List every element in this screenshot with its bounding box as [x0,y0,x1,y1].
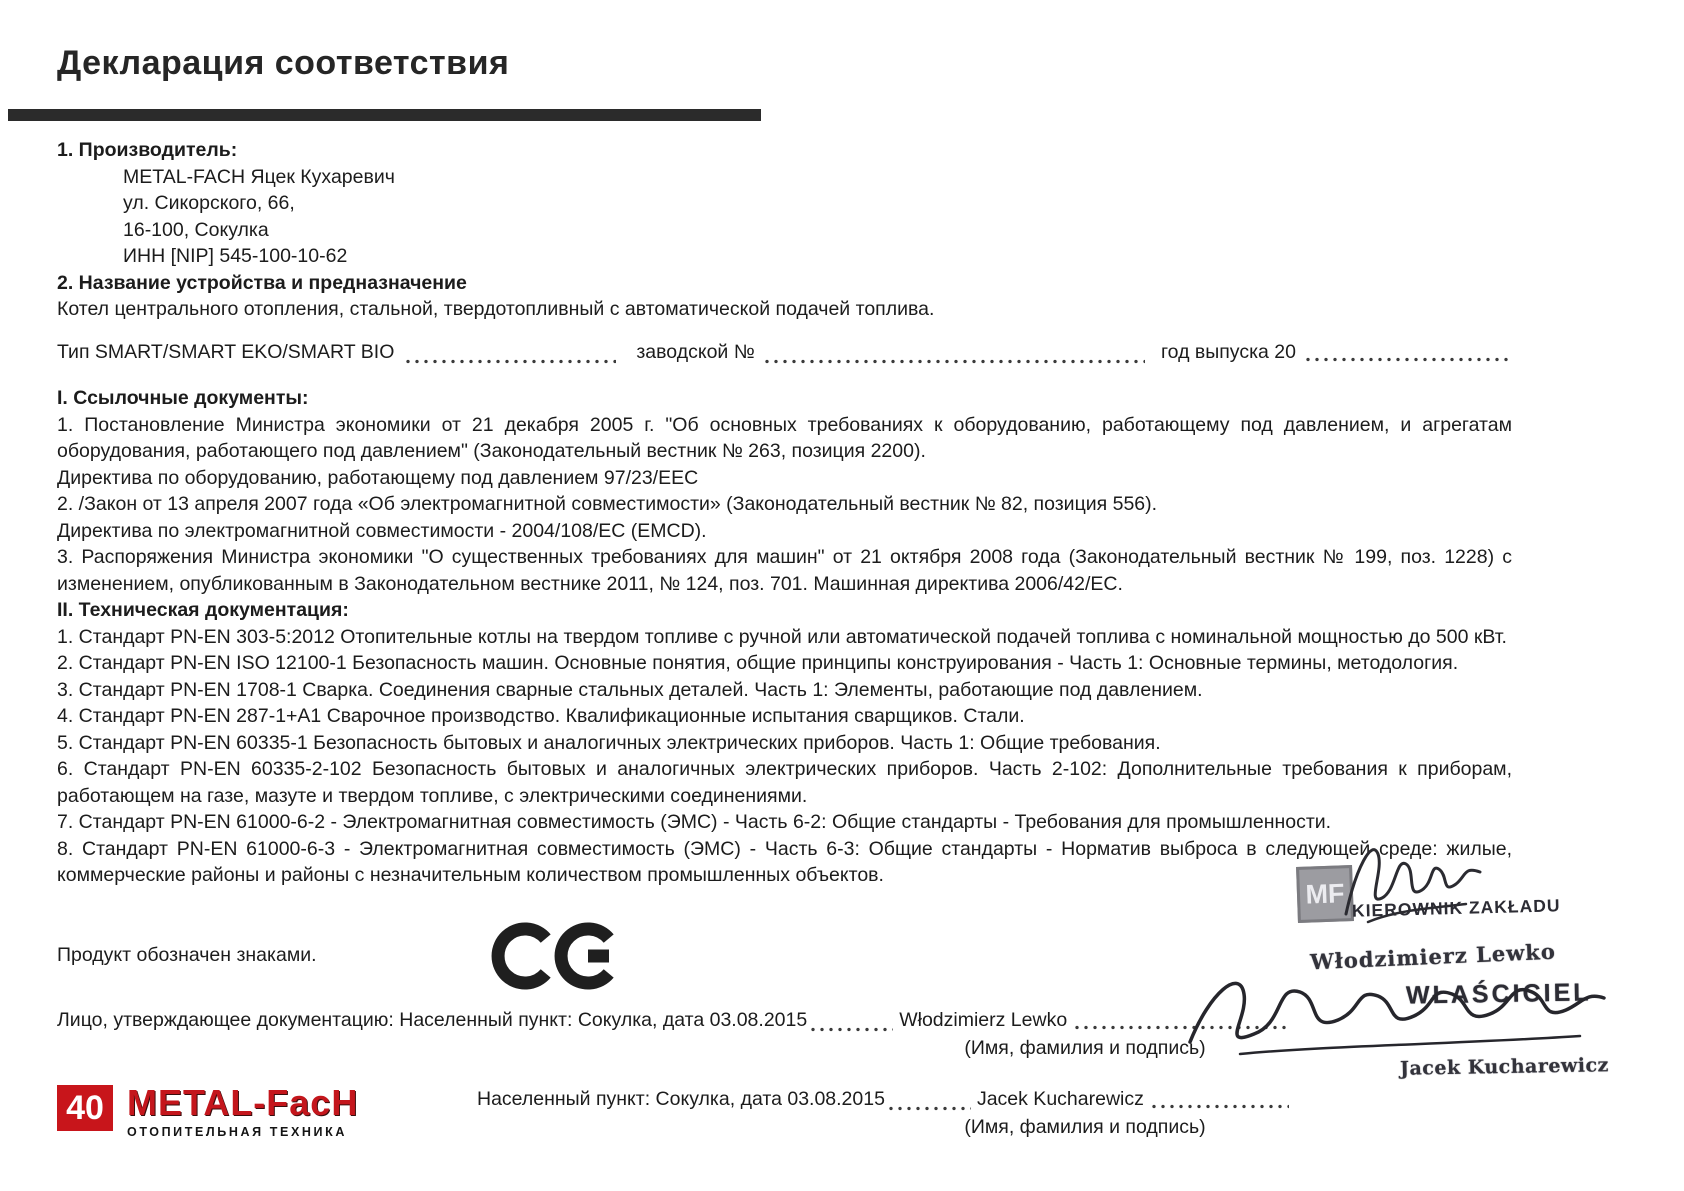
year-blank-field [1304,356,1512,363]
type-label: Тип SMART/SMART EKO/SMART BIO [57,340,395,363]
signature2-prefix: Населенный пункт: Сокулка, дата 03.08.2015 [477,1087,885,1110]
reference-doc-item: Директива по оборудованию, работающему под давлением 97/23/EEC [57,466,699,489]
reference-doc-item: 1. Постановление Министра экономики от 21 декабря 2005 г. "Об основных требованиях к оборудованию, работающему под давлением, и агрегатам оборудования, работающего под давлением" (Законодательный вестник № 263, позиция 2200). [57,413,1512,462]
year-label: год выпуска 20 [1160,340,1296,363]
reference-doc-item: 2. /Закон от 13 апреля 2007 года «Об электромагнитной совместимости» (Законодательный вестник № 82, позиция 556). [57,493,1158,515]
signature2-dots-left [887,1105,971,1112]
lewko-stamp-text: Włodzimierz Lewko [1309,938,1557,975]
signature2-caption: (Имя, фамилия и подпись) [964,1116,1206,1138]
manufacturer-heading: 1. Производитель: [57,139,238,161]
footer-brand-block [57,1082,359,1139]
title-rule [8,109,761,121]
technical-doc-item: 5. Стандарт PN-EN 60335-1 Безопасность бытовых и аналогичных электрических приборов. Часть 1: Общие требования. [57,731,1161,754]
manufacturer-address [57,164,1512,270]
reference-doc-item: Директива по электромагнитной совместимости - 2004/108/EC (EMCD). [57,519,707,542]
manufacturer-line: ИНН [NIP] 545-100-10-62 [123,245,348,267]
type-serial-year-row [57,339,1512,366]
page-title: Декларация соответствия [57,44,510,82]
kierownik-stamp-text: KIEROWNIK ZAKŁADU [1351,895,1561,921]
technical-doc-item: 6. Стандарт PN-EN 60335-2-102 Безопасность бытовых и аналогичных электрических приборов. Часть 2-102: Дополнительные требования к приборам, работающем на газе, мазуте и твердом топливе, с электрическими соединениями. [57,758,1512,807]
signature1-dots-left [809,1026,893,1033]
kucharewicz-stamp-text: Jacek Kucharewicz [1399,1054,1610,1080]
technical-doc-item: 8. Стандарт PN-EN 61000-6-3 - Электромагнитная совместимость (ЭМС) - Часть 6-3: Общие стандарты - Норматив выброса в следующей среде: жилые, коммерческие районы и районы с незначительным количеством промышленных объектов. [57,837,1512,886]
technical-doc-item: 3. Стандарт PN-EN 1708-1 Сварка. Соединения сварные стальных деталей. Часть 1: Элементы, работающие под давлением. [57,678,1203,701]
technical-doc-item: 1. Стандарт PN-EN 303-5:2012 Отопительные котлы на твердом топливе с ручной или автоматической подачей топлива с номинальной мощностью до 500 кВт. [57,625,1507,648]
ce-mark-icon [489,919,621,993]
serial-label: заводской № [636,340,755,363]
technical-docs-heading: II. Техническая документация: [57,599,349,621]
signature-line-2 [477,1086,1289,1113]
technical-doc-item: 7. Стандарт PN-EN 61000-6-2 - Электромагнитная совместимость (ЭМС) - Часть 6-2: Общие стандарты - Требования для промышленности. [57,811,1332,833]
manufacturer-line: ул. Сикорского, 66, [123,192,295,214]
device-description: Котел центрального отопления, стальной, твердотопливный с автоматической подачей топлива. [57,298,935,320]
manufacturer-line: 16-100, Сокулка [123,218,269,241]
mf-stamp-logo: MF [1296,865,1354,923]
brand-logo: METAL-FacH [127,1082,359,1123]
technical-doc-item: 2. Стандарт PN-EN ISO 12100-1 Безопасность машин. Основные понятия, общие принципы конструирования - Часть 1: Основные термины, методология. [57,652,1459,674]
device-heading: 2. Название устройства и предназначение [57,271,467,294]
page-number-badge: 40 [57,1085,113,1131]
technical-doc-item: 4. Стандарт PN-EN 287-1+A1 Сварочное производство. Квалификационные испытания сварщиков. Стали. [57,705,1025,727]
signature2-name: Jacek Kucharewicz [976,1087,1144,1110]
signature2-dots-right [1150,1103,1289,1110]
type-blank-field [404,358,616,365]
ce-label: Продукт обозначен знаками. [57,944,317,967]
serial-blank-field [763,358,1145,365]
handwritten-signature-lewko [1338,828,1498,943]
reference-doc-item: 3. Распоряжения Министра экономики "О существенных требованиях для машин" от 21 октября 2008 года (Законодательный вестник № 199, поз. 1228) с изменением, опубликованным в Законодательном вестнике 2011, № 124, поз. 701. Машинная директива 2006/42/EC. [57,546,1512,595]
reference-docs-heading: I. Ссылочные документы: [57,387,309,409]
signature1-prefix: Лицо, утверждающее документацию: Населенный пункт: Сокулка, дата 03.08.2015 [57,1008,808,1031]
manufacturer-line: METAL-FACH Яцек Кухаревич [123,165,395,188]
signature1-name: Włodzimierz Lewko [899,1008,1068,1031]
signature1-caption: (Имя, фамилия и подпись) [964,1037,1206,1059]
wlasciciel-stamp-text: WŁAŚCICIEL [1405,978,1592,1010]
brand-tagline: ОТОПИТЕЛЬНАЯ ТЕХНИКА [127,1125,347,1139]
signature-line-1 [57,1007,1289,1034]
